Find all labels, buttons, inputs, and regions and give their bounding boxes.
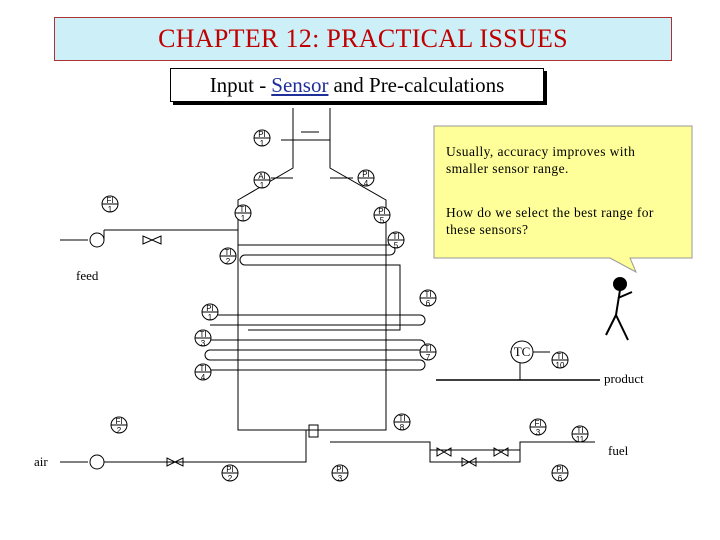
instrument-fi3 xyxy=(530,419,546,437)
instrument-type: TI xyxy=(392,232,400,241)
instrument-number: 5 xyxy=(379,216,385,225)
instrument-number: 3 xyxy=(535,428,541,437)
subtitle-suffix: and Pre-calculations xyxy=(333,72,505,97)
instrument-pi2 xyxy=(222,465,238,483)
instrument-pi1_mid xyxy=(202,304,218,322)
instrument-number: 1 xyxy=(240,214,246,223)
instrument-number: 3 xyxy=(200,339,206,348)
instrument-ti7 xyxy=(420,344,436,362)
instrument-pi6 xyxy=(552,465,568,483)
instrument-type: TI xyxy=(424,344,432,353)
instrument-number: 1 xyxy=(259,139,265,148)
feed-valve-icon xyxy=(143,236,161,244)
instrument-type: FI xyxy=(534,419,542,428)
instrument-number: 11 xyxy=(575,435,585,444)
subtitle-prefix: Input - xyxy=(209,72,267,97)
instrument-type: FI xyxy=(115,417,123,426)
instrument-fi1 xyxy=(102,196,118,214)
instrument-number: 4 xyxy=(363,179,369,188)
instrument-number: 1 xyxy=(207,313,213,322)
instrument-ti3 xyxy=(195,330,211,348)
stream-fuel: fuel xyxy=(608,443,629,458)
callout-line2: How do we select the best range for these sensors? xyxy=(446,205,654,237)
instrument-type: TI xyxy=(199,330,207,339)
instrument-type: TI xyxy=(239,205,247,214)
instrument-number: 6 xyxy=(557,474,563,483)
valves xyxy=(143,236,508,466)
thinking-figure-icon xyxy=(606,278,632,340)
instrument-number: 2 xyxy=(225,257,231,266)
instrument-number: 4 xyxy=(200,373,206,382)
instrument-number: 1 xyxy=(107,205,113,214)
controller-tc xyxy=(511,341,533,363)
stream-product: product xyxy=(604,371,644,386)
instrument-ti2 xyxy=(220,248,236,266)
fuel-valve-1-icon xyxy=(437,448,451,456)
instrument-type: PI xyxy=(378,207,386,216)
callout-line1: Usually, accuracy improves with smaller sensor range. xyxy=(446,144,636,176)
instrument-number: 2 xyxy=(116,426,122,435)
air-pump-icon xyxy=(90,455,104,469)
instrument-number: 7 xyxy=(425,353,431,362)
instrument-type: TI xyxy=(398,414,406,423)
instrument-ti1 xyxy=(235,205,251,223)
instrument-type: PI xyxy=(336,465,344,474)
subtitle-link-sensor[interactable]: Sensor xyxy=(271,72,329,97)
instrument-ti5 xyxy=(388,232,404,250)
instrument-number: 5 xyxy=(393,241,399,250)
instrument-number: 10 xyxy=(555,361,565,370)
instrument-number: 2 xyxy=(227,474,233,483)
instrument-fi2 xyxy=(111,417,127,435)
instrument-number: 6 xyxy=(425,299,431,308)
instrument-number: 1 xyxy=(259,181,265,190)
stream-feed: feed xyxy=(76,268,99,283)
fuel-valve-3-icon xyxy=(494,448,508,456)
instrument-ti4 xyxy=(195,364,211,382)
instrument-pi5 xyxy=(374,207,390,225)
instrument-ai1 xyxy=(254,172,270,190)
instrument-type: PI xyxy=(206,304,214,313)
stream-air: air xyxy=(34,454,48,469)
instrument-type: AI xyxy=(258,172,266,181)
instrument-pi3 xyxy=(332,465,348,483)
controller-label: TC xyxy=(513,344,531,359)
burner-icon xyxy=(309,425,318,437)
instrument-type: PI xyxy=(362,170,370,179)
instrument-type: PI xyxy=(556,465,564,474)
instrument-type: PI xyxy=(258,130,266,139)
feed-pump-icon xyxy=(90,233,104,247)
instrument-type: TI xyxy=(224,248,232,257)
instrument-type: TI xyxy=(424,290,432,299)
page-title: CHAPTER 12: PRACTICAL ISSUES xyxy=(158,24,568,53)
column-shell xyxy=(238,108,386,430)
instrument-ti10 xyxy=(552,352,568,370)
instrument-ti8 xyxy=(394,414,410,432)
instrument-type: TI xyxy=(576,426,584,435)
instrument-pi1_top xyxy=(254,130,270,148)
instrument-type: TI xyxy=(199,364,207,373)
instrument-type: FI xyxy=(106,196,114,205)
instrument-ti11 xyxy=(572,426,588,444)
instrument-type: TI xyxy=(556,352,564,361)
instrument-number: 3 xyxy=(337,474,343,483)
instrument-number: 8 xyxy=(399,423,405,432)
instrument-ti6 xyxy=(420,290,436,308)
instrument-type: PI xyxy=(226,465,234,474)
